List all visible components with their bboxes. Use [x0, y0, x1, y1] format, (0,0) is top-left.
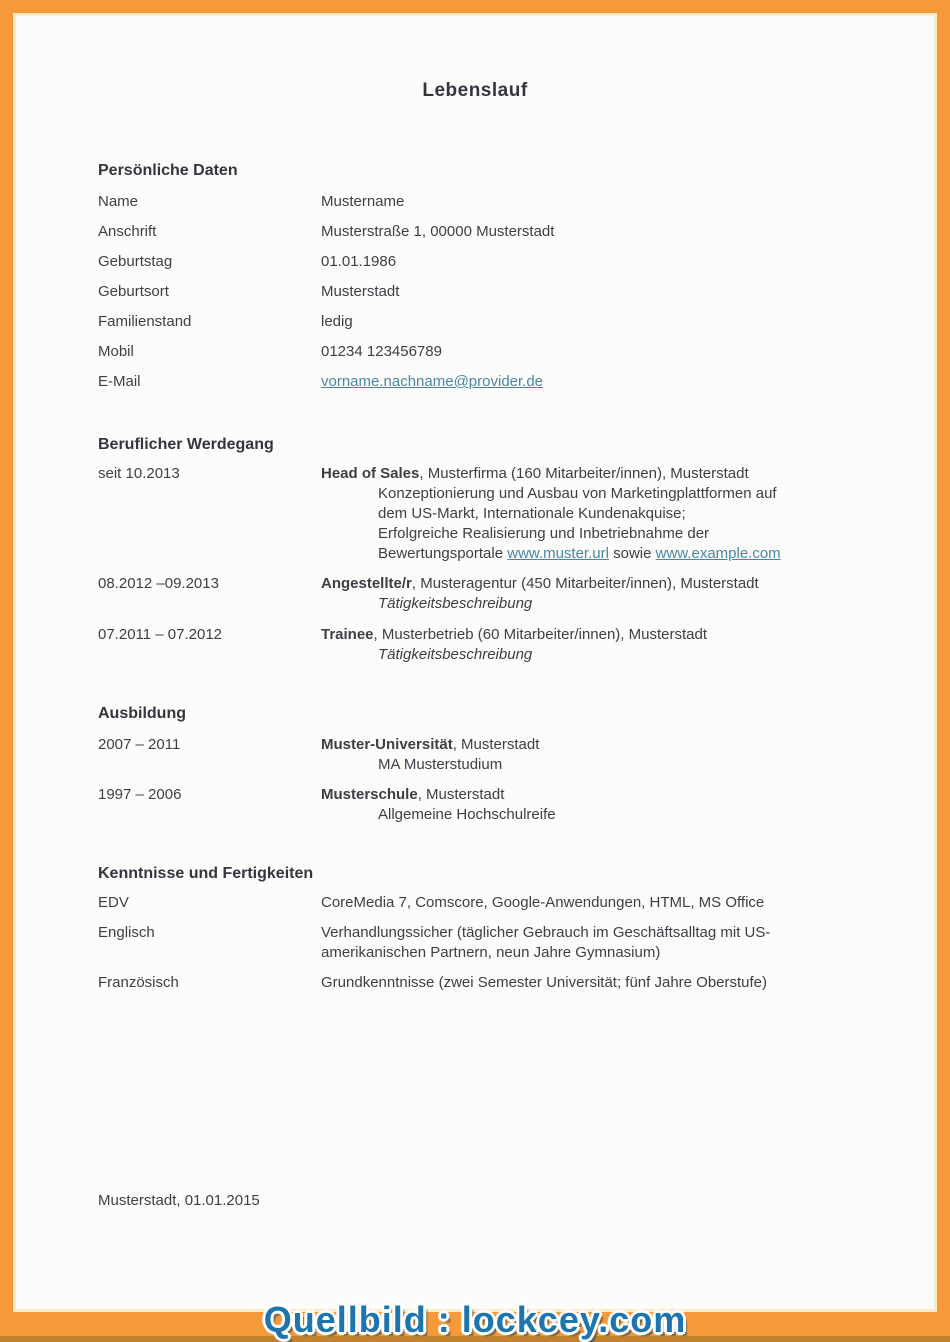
- personal-row-familienstand: [98, 312, 874, 342]
- education-location: , Musterstadt: [452, 736, 540, 753]
- section-heading-ausbildung: Ausbildung: [98, 705, 186, 722]
- cv-content: [16, 160, 934, 993]
- job-date: 07.2011 – 07.2012: [98, 626, 223, 643]
- skill-row-englisch: [98, 923, 874, 963]
- education-institution: Musterschule: [321, 786, 418, 803]
- skill-label: Englisch: [98, 924, 155, 941]
- job-entry-trainee: [98, 625, 874, 665]
- cv-page: [13, 13, 937, 1312]
- job-title: Head of Sales: [321, 465, 420, 482]
- personal-row-geburtstag: [98, 252, 874, 282]
- education-entry-schule: [98, 785, 874, 825]
- field-value: Musterstraße 1, 00000 Musterstadt: [321, 223, 555, 240]
- field-value: Musterstadt: [321, 283, 400, 300]
- skill-list: [98, 893, 874, 993]
- job-entry-head-of-sales: [98, 464, 874, 564]
- education-degree: MA Musterstudium: [378, 756, 503, 773]
- job-details: [321, 625, 874, 665]
- personal-row-geburtsort: [98, 282, 874, 312]
- portal-link-muster[interactable]: www.muster.url: [507, 545, 609, 562]
- job-description-line: Erfolgreiche Realisierung und Inbetriebnahme der: [378, 525, 710, 542]
- personal-row-anschrift: [98, 222, 874, 252]
- education-headline: [321, 785, 874, 805]
- job-description-line: dem US-Markt, Internationale Kundenakquise;: [378, 505, 686, 522]
- field-value: 01.01.1986: [321, 253, 397, 270]
- skill-label: Französisch: [98, 974, 179, 991]
- skill-row-edv: [98, 893, 874, 913]
- personal-data-rows: [98, 192, 874, 402]
- personal-row-name: [98, 192, 874, 222]
- education-list: [98, 735, 874, 825]
- job-company: , Musterfirma (160 Mitarbeiter/innen), Musterstadt: [419, 465, 749, 482]
- field-value: Mustername: [321, 193, 405, 210]
- personal-row-email: [98, 372, 874, 402]
- job-title: Angestellte/r: [321, 575, 412, 592]
- skill-label: EDV: [98, 894, 129, 911]
- job-headline: [321, 625, 874, 645]
- signature-place-date: Musterstadt, 01.01.2015: [98, 1192, 260, 1209]
- skill-row-franzoesisch: [98, 973, 874, 993]
- job-date: 08.2012 –09.2013: [98, 575, 219, 592]
- source-watermark: Quellbild : lockcey.com: [263, 1299, 687, 1340]
- job-description-text: Bewertungsportale: [378, 545, 508, 562]
- job-activity-description: Tätigkeitsbeschreibung: [378, 595, 533, 612]
- job-activity-description: Tätigkeitsbeschreibung: [378, 646, 533, 663]
- education-location: , Musterstadt: [417, 786, 505, 803]
- job-headline: [321, 574, 874, 594]
- education-date: 1997 – 2006: [98, 786, 182, 803]
- job-details: [321, 574, 874, 614]
- job-details: [321, 464, 874, 564]
- job-headline: [321, 464, 874, 484]
- education-headline: [321, 735, 874, 755]
- job-description-text: sowie: [608, 545, 656, 562]
- job-description-line: Konzeptionierung und Ausbau von Marketingplattformen auf: [378, 485, 777, 502]
- field-label: E-Mail: [98, 373, 141, 390]
- job-company: , Musteragentur (450 Mitarbeiter/innen), Musterstadt: [411, 575, 759, 592]
- skill-value: CoreMedia 7, Comscore, Google-Anwendungen, HTML, MS Office: [321, 894, 765, 911]
- field-label: Name: [98, 193, 139, 210]
- education-date: 2007 – 2011: [98, 736, 181, 753]
- job-list: [98, 464, 874, 665]
- job-date: seit 10.2013: [98, 465, 180, 482]
- field-value: 01234 123456789: [321, 343, 442, 360]
- personal-row-mobil: [98, 342, 874, 372]
- skill-value: Verhandlungssicher (täglicher Gebrauch im Geschäftsalltag mit US-amerikanischen Partnern, neun Jahre Gymnasium): [321, 924, 771, 961]
- job-title: Trainee: [321, 626, 374, 643]
- field-label: Mobil: [98, 343, 134, 360]
- portal-link-example[interactable]: www.example.com: [655, 545, 781, 562]
- field-label: Familienstand: [98, 313, 192, 330]
- email-link[interactable]: vorname.nachname@provider.de: [321, 373, 544, 390]
- education-institution: Muster-Universität: [321, 736, 453, 753]
- job-description-links-line: [378, 544, 874, 564]
- job-company: , Musterbetrieb (60 Mitarbeiter/innen), Musterstadt: [373, 626, 708, 643]
- field-label: Geburtstag: [98, 253, 173, 270]
- education-entry-universitaet: [98, 735, 874, 775]
- section-heading-werdegang: Beruflicher Werdegang: [98, 436, 274, 453]
- field-value: ledig: [321, 313, 353, 330]
- education-degree: Allgemeine Hochschulreife: [378, 806, 556, 823]
- section-heading-personal: Persönliche Daten: [98, 162, 238, 179]
- page-title: Lebenslauf: [422, 80, 528, 101]
- education-details: [321, 785, 874, 825]
- section-heading-kenntnisse: Kenntnisse und Fertigkeiten: [98, 865, 314, 882]
- field-label: Anschrift: [98, 223, 157, 240]
- field-label: Geburtsort: [98, 283, 169, 300]
- education-details: [321, 735, 874, 775]
- skill-value: Grundkenntnisse (zwei Semester Universität; fünf Jahre Oberstufe): [321, 974, 768, 991]
- job-entry-angestellter: [98, 574, 874, 614]
